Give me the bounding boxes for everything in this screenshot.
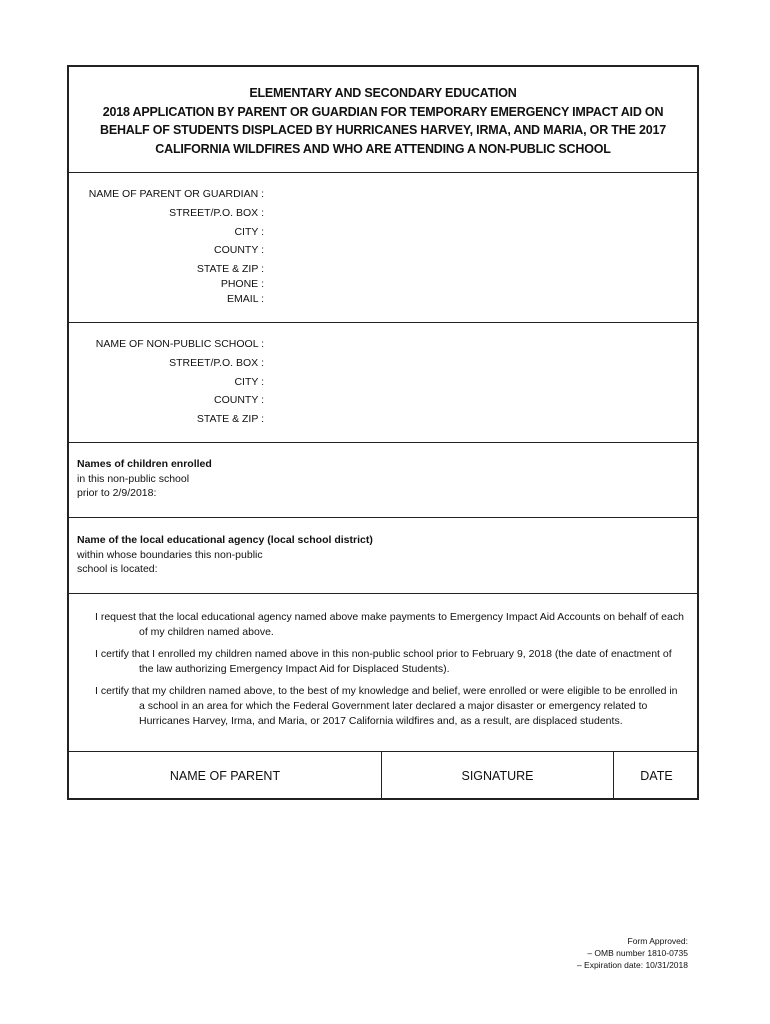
footer-line-2: – OMB number 1810-0735 (587, 948, 688, 958)
footer-line-3: – Expiration date: 10/31/2018 (576, 960, 688, 970)
children-label-bold: Names of children enrolled (77, 458, 212, 470)
lea-label-bold: Name of the local educational agency (local school district) (77, 534, 373, 546)
parent-city-label: CITY : (234, 226, 264, 238)
title-line-2: 2018 APPLICATION BY PARENT OR GUARDIAN FOR TEMPORARY EMERGENCY IMPACT AID ON (102, 104, 664, 119)
school-state-zip-label: STATE & ZIP : (196, 413, 264, 425)
certification-paragraph-1: I request that the local educational agency named above make payments to Emergency Impact Aid Accounts on behalf of each of my children named above. (95, 611, 684, 638)
parent-email-label: EMAIL : (227, 293, 264, 305)
school-name-label: NAME OF NON-PUBLIC SCHOOL : (95, 338, 264, 350)
parent-county-label: COUNTY : (214, 244, 264, 256)
application-form (67, 65, 699, 800)
lea-section (69, 518, 697, 594)
title-line-3: BEHALF OF STUDENTS DISPLACED BY HURRICANES HARVEY, IRMA, AND MARIA, OR THE 2017 (100, 123, 666, 137)
school-county-label: COUNTY : (214, 394, 264, 406)
children-label-line2: in this non-public school (77, 472, 190, 485)
children-section (69, 443, 697, 518)
school-street-label: STREET/P.O. BOX : (169, 357, 264, 369)
certification-section (69, 594, 697, 752)
signature-row (69, 752, 697, 800)
footer-line-1: Form Approved: (627, 936, 688, 946)
school-info-section (69, 323, 697, 443)
children-label (77, 457, 212, 501)
parent-info-section (69, 173, 697, 323)
school-city-label: CITY : (234, 376, 264, 388)
title-line-1: ELEMENTARY AND SECONDARY EDUCATION (249, 86, 517, 100)
form-title (69, 67, 697, 173)
omb-footer (577, 935, 688, 971)
parent-state-zip-label: STATE & ZIP : (196, 263, 264, 275)
title-line-4: CALIFORNIA WILDFIRES AND WHO ARE ATTENDING A NON-PUBLIC SCHOOL (155, 141, 611, 156)
certification-paragraph-3: I certify that my children named above, to the best of my knowledge and belief, were enrolled or were eligible to be enrolled in a school in an area for which the Federal Government later declared a major disaster or emergency related to Hurricanes Harvey, Irma, and Maria, or 2017 California wildfires and, as a result, are displaced students. (95, 685, 678, 727)
parent-phone-label: PHONE : (220, 278, 264, 290)
signature-cell[interactable]: SIGNATURE (382, 752, 614, 800)
children-label-line3: prior to 2/9/2018: (77, 487, 157, 499)
lea-label-line2: within whose boundaries this non-public (77, 548, 263, 561)
lea-label-line3: school is located: (77, 563, 158, 575)
parent-name-label: NAME OF PARENT OR GUARDIAN : (88, 188, 264, 200)
date-cell[interactable]: DATE (640, 769, 673, 783)
certification-paragraph-2: I certify that I enrolled my children named above in this non-public school prior to February 9, 2018 (the date of enactment of the law authorizing Emergency Impact Aid for Displaced Students). (95, 648, 672, 675)
lea-label (77, 533, 373, 577)
parent-street-label: STREET/P.O. BOX : (169, 207, 264, 219)
name-of-parent-cell[interactable]: NAME OF PARENT (69, 752, 382, 800)
